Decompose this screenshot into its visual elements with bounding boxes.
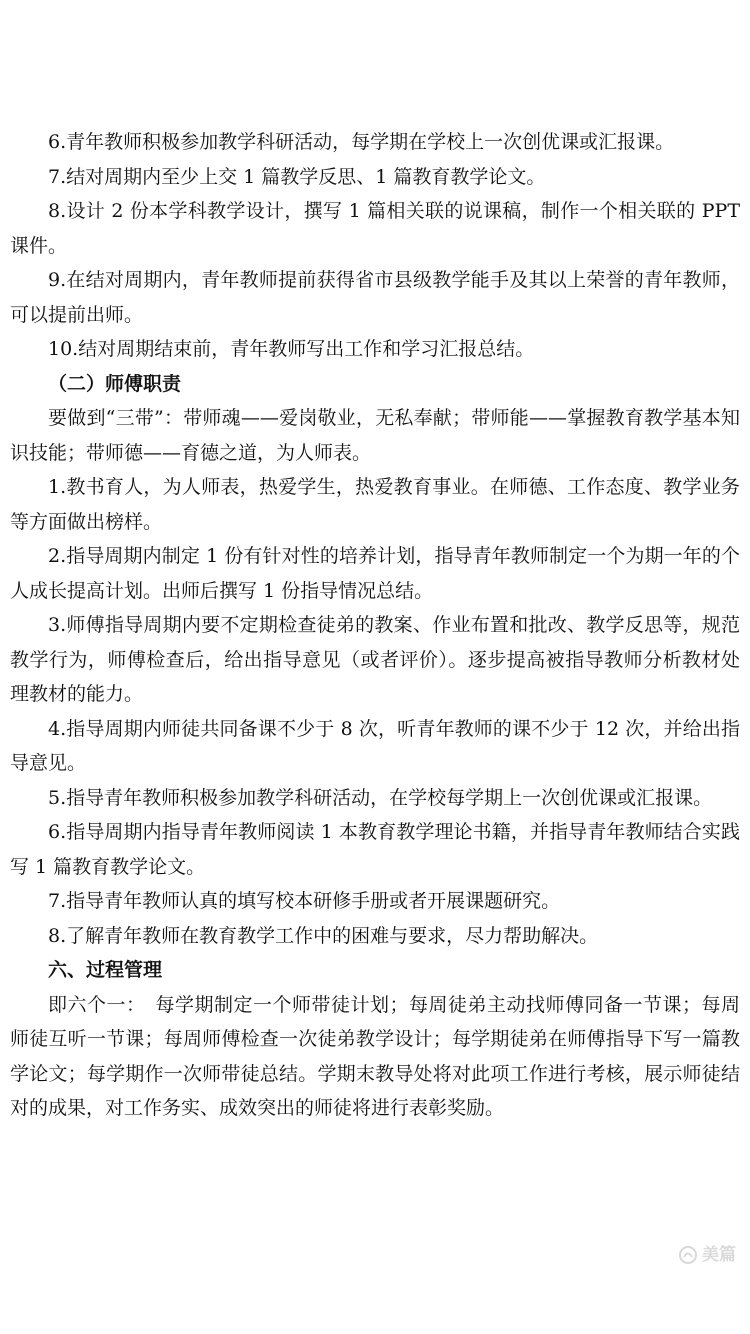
paragraph: 6.青年教师积极参加教学科研活动，每学期在学校上一次创优课或汇报课。 <box>48 131 675 153</box>
meipian-logo-icon <box>678 1245 698 1265</box>
paragraph: 7.结对周期内至少上交 1 篇教学反思、1 篇教育教学论文。 <box>48 165 546 188</box>
paragraph: 2.指导周期内制定 1 份有针对性的培养计划，指导青年教师制定一个为期一年的个人成长提高计划。出师后撰写 1 份指导情况总结。 <box>10 545 740 602</box>
paragraph: 9.在结对周期内，青年教师提前获得省市县级教学能手及其以上荣誉的青年教师，可以提前出师。 <box>10 269 740 326</box>
watermark-text: 美篇 <box>702 1244 736 1265</box>
paragraph: 7.指导青年教师认真的填写校本研修手册或者开展课题研究。 <box>48 890 561 912</box>
paragraph: 8.了解青年教师在教育教学工作中的困难与要求，尽力帮助解决。 <box>48 924 599 947</box>
paragraph: 10.结对周期结束前，青年教师写出工作和学习汇报总结。 <box>48 338 535 360</box>
paragraph: 5.指导青年教师积极参加教学科研活动，在学校每学期上一次创优课或汇报课。 <box>48 786 713 809</box>
watermark <box>678 1238 736 1273</box>
section-heading: （二）师傅职责 <box>48 372 182 395</box>
section-heading: 六、过程管理 <box>48 959 163 981</box>
paragraph: 8.设计 2 份本学科教学设计，撰写 1 篇相关联的说课稿，制作一个相关联的 PPT 课件。 <box>10 200 740 257</box>
paragraph: 3.师傅指导周期内要不定期检查徒弟的教案、作业布置和批改、教学反思等，规范教学行为，师傅检查后，给出指导意见（或者评价）。逐步提高被指导教师分析教材处理教材的能力。 <box>10 614 740 705</box>
paragraph: 6.指导周期内指导青年教师阅读 1 本教育教学理论书籍，并指导青年教师结合实践写 1 篇教育教学论文。 <box>10 821 740 878</box>
paragraph: 4.指导周期内师徒共同备课不少于 8 次，听青年教师的课不少于 12 次，并给出指导意见。 <box>10 717 740 774</box>
paragraph: 即六个一： 每学期制定一个师带徒计划；每周徒弟主动找师傅同备一节课；每周师徒互听一节课；每周师傅检查一次徒弟教学设计；每学期徒弟在师傅指导下写一篇教学论文；每学期作一次师带徒总结。学期末教导处将对此项工作进行考核，展示师徒结对的成果，对工作务实、成效突出的师徒将进行表彰奖励。 <box>10 993 740 1119</box>
paragraph: 1.教书育人，为人师表，热爱学生，热爱教育事业。在师德、工作态度、教学业务等方面做出榜样。 <box>10 476 740 533</box>
paragraph: 要做到“三带”：带师魂——爱岗敬业，无私奉献；带师能——掌握教育教学基本知识技能；带师德——育德之道，为人师表。 <box>10 407 740 464</box>
